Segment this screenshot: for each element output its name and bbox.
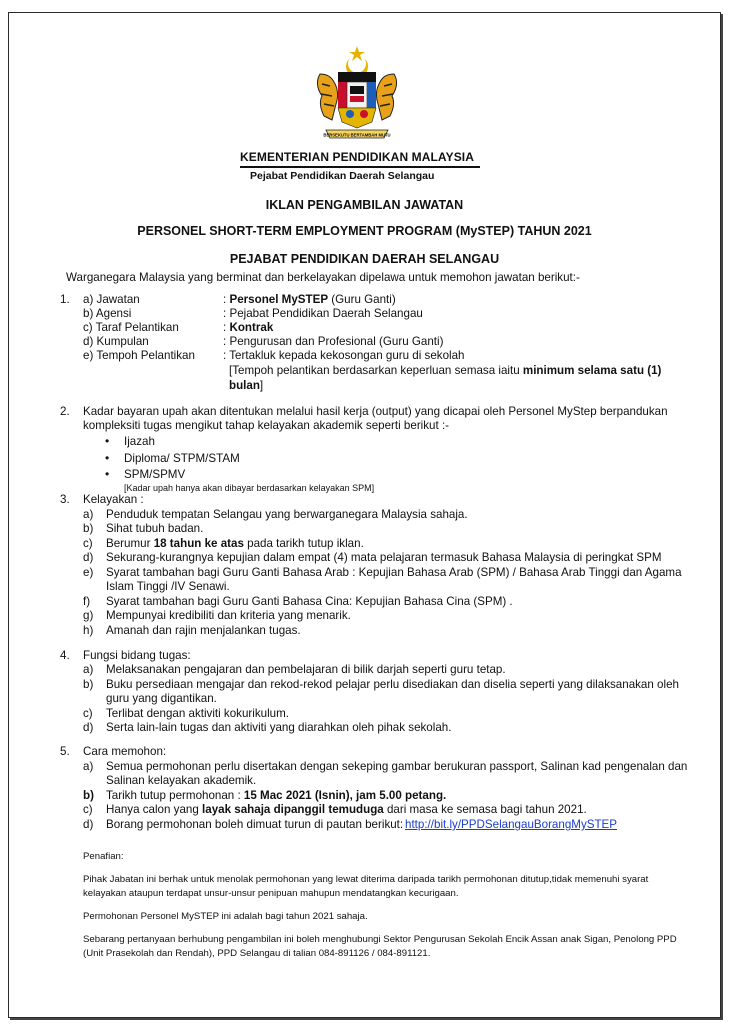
list-item: Melaksanakan pengajaran dan pembelajaran di bilik darjah seperti guru tetap.	[106, 663, 506, 676]
list-item-cont: Islam Tinggi /IV Senawi.	[106, 580, 230, 593]
row-value: : Tertakluk kepada kekosongan guru di sekolah	[223, 349, 465, 362]
list-marker: f)	[83, 595, 91, 608]
pay-rate-text: Kadar bayaran upah akan ditentukan melalui hasil kerja (output) yang dicapai oleh Personel MyStep berpandukan	[83, 405, 668, 418]
row-value: : Pengurusan dan Profesional (Guru Ganti)	[223, 335, 444, 348]
section3-number: 3.	[60, 493, 70, 506]
row-value: : Pejabat Pendidikan Daerah Selangau	[223, 307, 423, 320]
section1-number: 1.	[60, 293, 70, 306]
contact-text: Sebarang pertanyaan berhubung pengambilan ini boleh menghubungi Sektor Pengurusan Sekolah Encik Assan anak Sigan, Penolong PPD	[83, 934, 677, 945]
row-value: : Personel MySTEP (Guru Ganti)	[223, 293, 396, 306]
list-item: Syarat tambahan bagi Guru Ganti Bahasa Cina: Kepujian Bahasa Cina (SPM) .	[106, 595, 513, 608]
ministry-name: KEMENTERIAN PENDIDIKAN MALAYSIA	[240, 150, 475, 164]
list-marker: a)	[83, 663, 94, 676]
list-item: Hanya calon yang layak sahaja dipanggil temuduga dari masa ke semasa bagi tahun 2021.	[106, 803, 587, 816]
office-name: Pejabat Pendidikan Daerah Selangau	[250, 169, 435, 182]
list-item: Berumur 18 tahun ke atas pada tarikh tutup iklan.	[106, 537, 364, 550]
list-item: Borang permohonan boleh dimuat turun di pautan berikut:	[106, 818, 404, 831]
list-item-cont: Salinan kelayakan akademik.	[106, 774, 257, 787]
list-marker: b)	[83, 789, 94, 802]
list-item: Semua permohonan perlu disertakan dengan sekeping gambar berukuran passport, Salinan kad pengenalan dan	[106, 760, 688, 773]
contact-text: (Unit Prasekolah dan Rendah), PPD Selangau di talian 084-891126 / 084-891121.	[83, 948, 431, 959]
section4-number: 4.	[60, 649, 70, 662]
list-item: Amanah dan rajin menjalankan tugas.	[106, 624, 301, 637]
row-label: c) Taraf Pelantikan	[83, 321, 179, 334]
row-label: e) Tempoh Pelantikan	[83, 349, 195, 362]
list-item: Terlibat dengan aktiviti kokurikulum.	[106, 707, 290, 720]
list-item: Penduduk tempatan Selangau yang berwarganegara Malaysia sahaja.	[106, 508, 468, 521]
duties-title: Fungsi bidang tugas:	[83, 649, 191, 662]
list-marker: b)	[83, 522, 94, 535]
application-form-link[interactable]: http://bit.ly/PPDSelangauBorangMySTEP	[405, 818, 618, 831]
tenure-note: [Tempoh pelantikan berdasarkan keperluan semasa iaitu minimum selama satu (1)	[229, 364, 662, 377]
list-item-cont: guru yang digantikan.	[106, 692, 217, 705]
list-item: Sihat tubuh badan.	[106, 522, 204, 535]
closing-date: Tarikh tutup permohonan : 15 Mac 2021 (Isnin), jam 5.00 petang.	[106, 789, 447, 802]
list-item: Buku persediaan mengajar dan rekod-rekod pelajar perlu disediakan dan diselia seperti yang dilaksanakan oleh	[106, 678, 679, 691]
intro-text: Warganegara Malaysia yang berminat dan berkelayakan dipelawa untuk memohon jawatan berikut:-	[66, 271, 580, 284]
disclaimer-title: Penafian:	[83, 851, 124, 862]
bullet-dot: •	[105, 467, 110, 481]
list-item: SPM/SPMV	[124, 468, 186, 481]
program-title: PERSONEL SHORT-TERM EMPLOYMENT PROGRAM (MySTEP) TAHUN 2021	[137, 224, 592, 238]
coat-of-arms-emblem	[312, 44, 402, 144]
pay-rate-text-2: kompleksiti tugas mengikut tahap kelayakan akademik seperti berikut :-	[83, 419, 450, 432]
qualifications-title: Kelayakan :	[83, 493, 144, 506]
list-item: Mempunyai kredibiliti dan kriteria yang menarik.	[106, 609, 351, 622]
list-marker: h)	[83, 624, 94, 637]
pay-note: [Kadar upah hanya akan dibayar berdasarkan kelayakan SPM]	[124, 483, 375, 493]
list-marker: c)	[83, 707, 93, 720]
list-marker: e)	[83, 566, 94, 579]
bullet-dot: •	[105, 451, 110, 465]
list-item: Serta lain-lain tugas dan aktiviti yang diarahkan oleh pihak sekolah.	[106, 721, 452, 734]
list-marker: d)	[83, 721, 94, 734]
list-item: Sekurang-kurangnya kepujian dalam empat (4) mata pelajaran termasuk Bahasa Malaysia di peringkat SPM	[106, 551, 662, 564]
section5-number: 5.	[60, 745, 70, 758]
list-marker: g)	[83, 609, 94, 622]
row-value: : Kontrak	[223, 321, 274, 334]
disclaimer-text: Pihak Jabatan ini berhak untuk menolak permohonan yang lewat diterima daripada tarikh permohonan ditutup,tidak memenuhi syarat	[83, 874, 649, 885]
list-item: Syarat tambahan bagi Guru Ganti Bahasa Arab : Kepujian Bahasa Arab (SPM) / Bahasa Arab Tinggi dan Agama	[106, 566, 682, 579]
list-item: Ijazah	[124, 435, 155, 448]
office-title: PEJABAT PENDIDIKAN DAERAH SELANGAU	[229, 252, 500, 266]
list-marker: b)	[83, 678, 94, 691]
ad-title: IKLAN PENGAMBILAN JAWATAN	[265, 198, 464, 212]
ministry-block	[240, 150, 484, 182]
tenure-note-end: bulan]	[229, 379, 264, 392]
crest-motto: BERSEKUTU BERTAMBAH MUTU	[323, 132, 391, 138]
section2-number: 2.	[60, 405, 70, 418]
apply-title: Cara memohon:	[83, 745, 167, 758]
row-label: a) Jawatan	[83, 293, 140, 306]
ministry-rule	[240, 166, 480, 168]
bullet-dot: •	[105, 434, 110, 448]
list-marker: c)	[83, 537, 93, 550]
list-marker: c)	[83, 803, 93, 816]
row-label: b) Agensi	[83, 307, 132, 320]
list-marker: d)	[83, 818, 94, 831]
list-item: Diploma/ STPM/STAM	[124, 452, 240, 465]
disclaimer-text: Permohonan Personel MySTEP ini adalah bagi tahun 2021 sahaja.	[83, 911, 368, 922]
list-marker: a)	[83, 508, 94, 521]
list-marker: a)	[83, 760, 94, 773]
list-marker: d)	[83, 551, 94, 564]
row-label: d) Kumpulan	[83, 335, 149, 348]
disclaimer-text: kelayakan ataupun terdapat unsur-unsur penipuan mahupun mendatangkan kecurigaan.	[83, 888, 459, 899]
